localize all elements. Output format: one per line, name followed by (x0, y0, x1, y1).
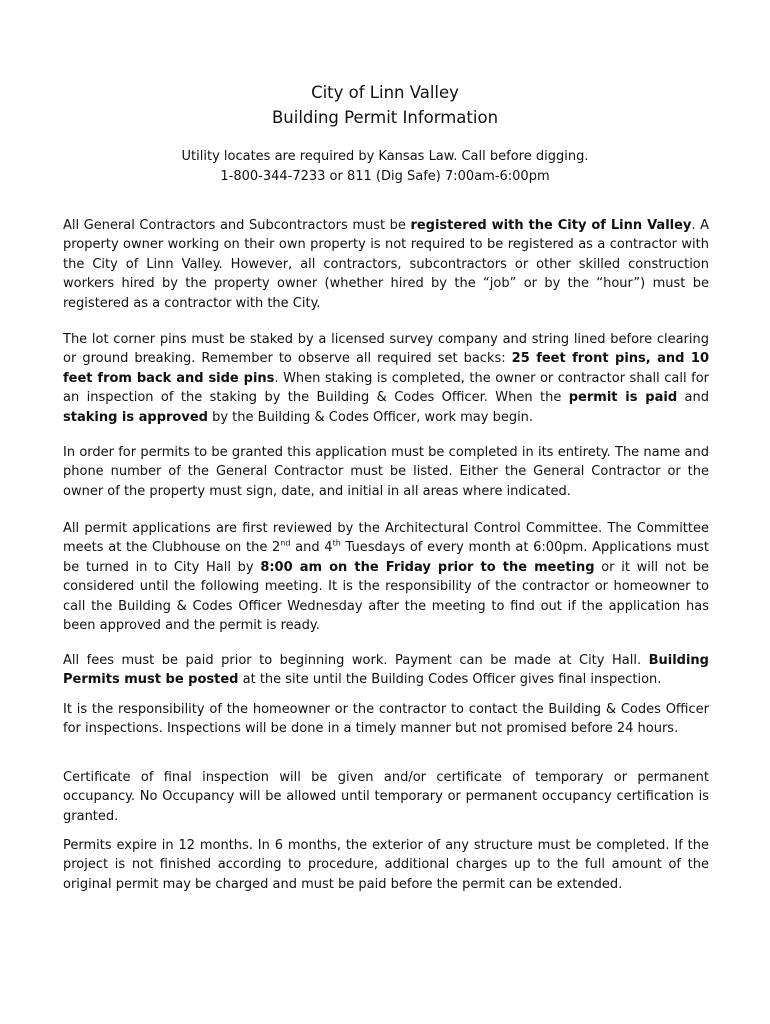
dig-safe-notice-line: Utility locates are required by Kansas Law. Call before digging. (181, 149, 589, 164)
text-run: . A property owner working on their own property is not required to be registered as a contractor with the City of Linn Valley. However, all contractors, subcontractors or other skilled construction workers hired by the property owner (whether hired by the “job” or by the “hour”) must be registered as a contractor with the City. (63, 218, 709, 311)
text-run: All fees must be paid prior to beginning work. Payment can be made at City Hall. (63, 653, 649, 668)
dig-safe-phone-line: 1-800-344-7233 or 811 (Dig Safe) 7:00am-6:00pm (220, 169, 550, 184)
text-run: Tuesdays of every month at 6:00pm. Applications must be turned in to City Hall by (63, 540, 709, 575)
emphasis-staking-approved: staking is approved (63, 409, 208, 425)
text-run: by the Building & Codes Officer, work may begin. (207, 409, 534, 425)
text-run: All General Contractors and Subcontractors must be (63, 218, 411, 233)
text-run: or it will not be considered until the following meeting. It is the responsibility of the contractor or homeowner to call the Building & Codes Officer Wednesday after the meeting to find out if the application has been approved and the permit is ready. (63, 559, 709, 634)
emphasis-permits-posted: Building Permits must be posted (63, 653, 709, 688)
emphasis-permit-paid: permit is paid (568, 390, 678, 406)
inspections-paragraph: It is the responsibility of the homeowner or the contractor to contact the Building & Codes Officer for inspections. Inspections will be done in a timely manner but not promised before 24 hours. (63, 702, 709, 737)
text-run: and 4 (290, 540, 333, 556)
contractor-registration-paragraph (63, 216, 709, 313)
emphasis-registered: registered with the City of Linn Valley (410, 218, 692, 233)
application-completion-paragraph: In order for permits to be granted this application must be completed in its entirety. The name and phone number of the General Contractor must be listed. Either the General Contractor or the owner of the property must sign, date, and initial in all areas where indicated. (63, 445, 709, 499)
ordinal-suffix: th (332, 539, 341, 549)
occupancy-paragraph: Certificate of final inspection will be given and/or certificate of temporary or permanent occupancy. No Occupancy will be allowed until temporary or permanent occupancy certification is granted. (63, 770, 709, 824)
text-run: at the site until the Building Codes Officer gives final inspection. (238, 672, 662, 688)
document-title: City of Linn Valley (311, 83, 459, 102)
ordinal-suffix: nd (280, 539, 291, 549)
emphasis-setbacks: 25 feet front pins, and 10 feet from back and side pins (63, 351, 709, 386)
fees-paragraph (63, 651, 709, 690)
text-run: All permit applications are first reviewed by the Architectural Control Committee. The Committee meets at the Clubhouse on the 2 (63, 521, 709, 556)
text-run: The lot corner pins must be staked by a licensed survey company and string lined before clearing or ground breaking. Remember to observe all required set backs: (63, 332, 709, 367)
text-run: . When staking is completed, the owner or contractor shall call for an inspection of the staking by the Building & Codes Officer. When the (63, 370, 709, 406)
committee-review-paragraph (63, 519, 709, 635)
permit-expiration-paragraph: Permits expire in 12 months. In 6 months, the exterior of any structure must be completed. If the project is not finished according to procedure, additional charges up to the full amount of the original permit may be charged and must be paid before the permit can be extended. (63, 838, 709, 892)
emphasis-deadline: 8:00 am on the Friday prior to the meeting (260, 559, 595, 575)
lot-staking-paragraph (63, 330, 709, 427)
document-subtitle: Building Permit Information (271, 108, 499, 127)
text-run: and (677, 390, 709, 406)
dig-safe-notice (0, 147, 770, 187)
document-header (0, 80, 770, 130)
